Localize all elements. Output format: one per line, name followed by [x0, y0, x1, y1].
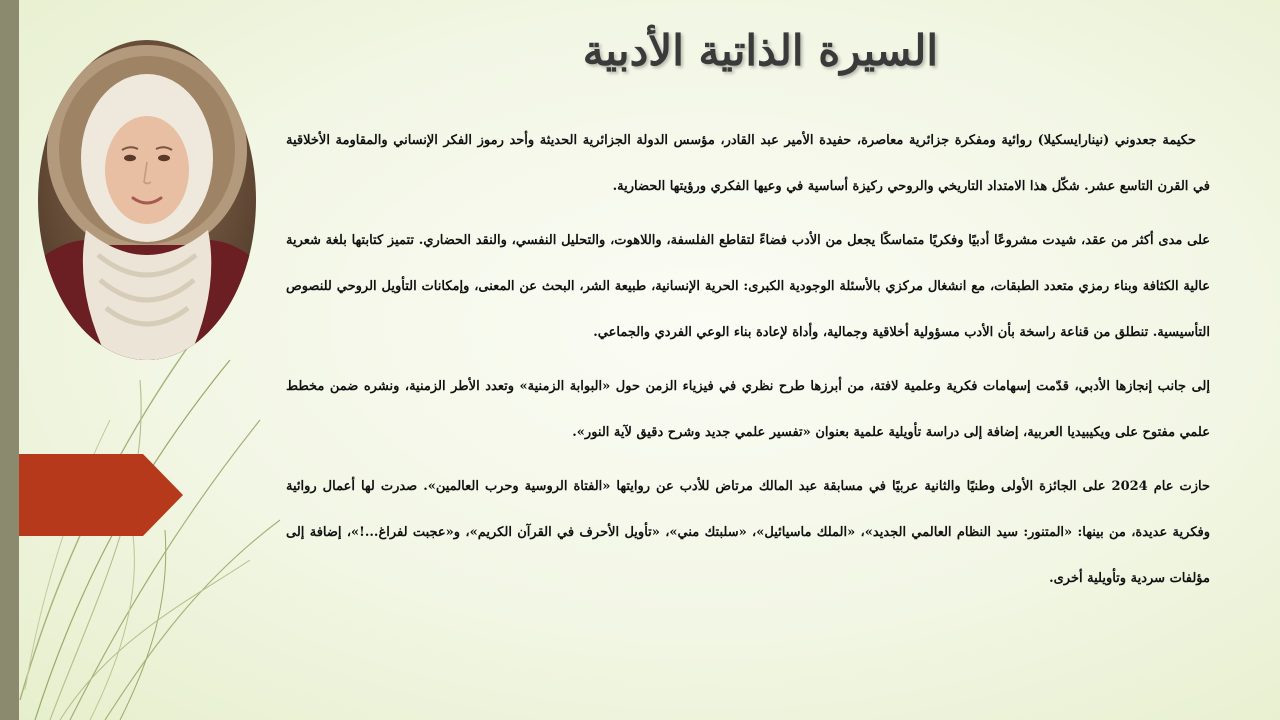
arrow-banner — [19, 454, 183, 536]
paragraph-contributions: إلى جانب إنجازها الأدبي، قدّمت إسهامات فكرية وعلمية لافتة، من أبرزها طرح نظري في فيزياء الزمن حول «البوابة الزمنية» وتعدد الأطر الزمنية، ونشره ضمن مخطط علمي مفتوح على ويكيبيديا العربية، إضافة إلى دراسة تأويلية علمية بعنوان «تفسير علمي جديد وشرح دقيق لآية النور». — [286, 379, 1210, 440]
paragraph-awards: حازت عام 2024 على الجائزة الأولى وطنيًا والثانية عربيًا في مسابقة عبد المالك مرتاض للأدب عن روايتها «الفتاة الروسية وحرب العالمين». صدرت لها أعمال روائية وفكرية عديدة، من بينها: «المتنور: سيد النظام العالمي الجديد»، «الملك ماسيائيل»، «سلبتك مني»، «تأويل الأحرف في القرآن الكريم»، و«عجبت لفراغ...!»، إضافة إلى مؤلفات سردية وتأويلية أخرى. — [286, 479, 1210, 586]
page-title: السيرة الذاتية الأدبية — [582, 26, 938, 75]
paragraph-project: على مدى أكثر من عقد، شيدت مشروعًا أدبيًا وفكريًا متماسكًا يجعل من الأدب فضاءً لتقاطع الفلسفة، واللاهوت، والتحليل النفسي، والنقد الحضاري. تتميز كتابتها بلغة شعرية عالية الكثافة وبناء رمزي متعدد الطبقات، مع انشغال مركزي بالأسئلة الوجودية الكبرى: الحرية الإنسانية، طبيعة الشر، البحث عن المعنى، وإمكانات التأويل الروحي للنصوص التأسيسية. تنطلق من قناعة راسخة بأن الأدب مسؤولية أخلاقية وجمالية، وأداة لإعادة بناء الوعي الفردي والجماعي. — [286, 233, 1210, 340]
paragraph-intro: حكيمة جعدوني (نينارايسكيلا) روائية ومفكرة جزائرية معاصرة، حفيدة الأمير عبد القادر، مؤسس الدولة الجزائرية الحديثة وأحد رموز الفكر الإنساني والمقاومة الأخلاقية في القرن التاسع عشر. شكّل هذا الامتداد التاريخي والروحي ركيزة أساسية في وعيها الفكري ورؤيتها الحضارية. — [286, 133, 1210, 194]
author-portrait — [38, 40, 256, 360]
biography-text — [286, 118, 1210, 610]
